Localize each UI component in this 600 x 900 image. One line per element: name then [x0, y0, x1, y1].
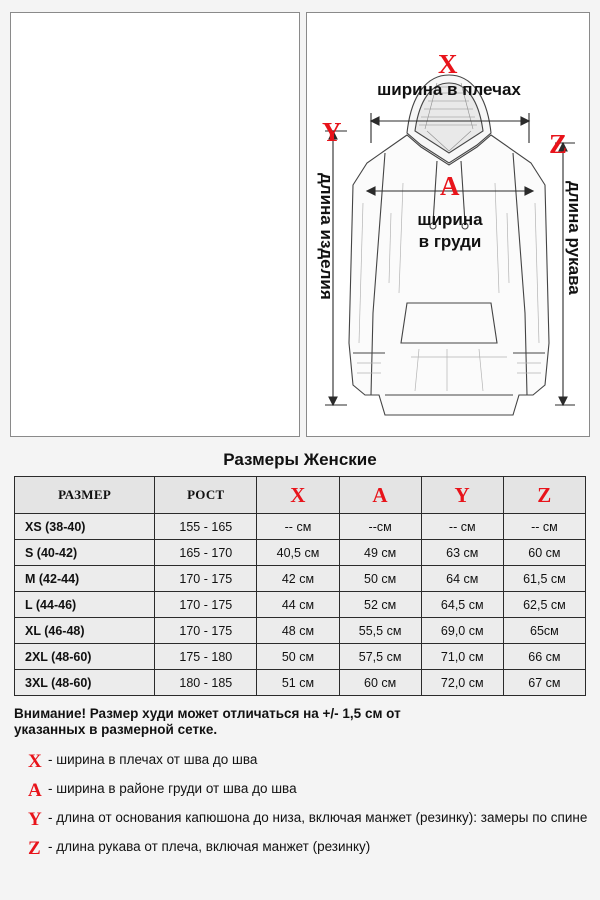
illustration-area: [10, 12, 590, 437]
size-table: [14, 476, 586, 696]
cell-height: 165 - 170: [155, 540, 257, 566]
legend-letter-z: Z: [28, 837, 41, 859]
illustration-panel-right: [306, 12, 590, 437]
cell-x: 48 см: [257, 618, 339, 644]
table-row: [15, 540, 586, 566]
caption-sleeve-length: длина рукава: [565, 181, 584, 295]
cell-y: 69,0 см: [421, 618, 503, 644]
cell-z: 65см: [503, 618, 585, 644]
caption-chest-width-line1: ширина: [417, 210, 483, 229]
legend-letter-x: X: [28, 751, 42, 772]
cell-y: 64,5 см: [421, 592, 503, 618]
table-row: [15, 592, 586, 618]
cell-x: 44 см: [257, 592, 339, 618]
cell-x: 42 см: [257, 566, 339, 592]
cell-x: 40,5 см: [257, 540, 339, 566]
table-header-height: РОСТ: [155, 477, 257, 514]
cell-height: 170 - 175: [155, 566, 257, 592]
caption-product-length: длина изделия: [317, 173, 336, 300]
label-x: X: [438, 49, 458, 79]
table-row: [15, 644, 586, 670]
cell-a: 52 см: [339, 592, 421, 618]
warning-line-2: указанных в размерной сетке.: [14, 722, 218, 738]
cell-a: 55,5 см: [339, 618, 421, 644]
table-header-size: РАЗМЕР: [15, 477, 155, 514]
legend-text-z: - длина рукава от плеча, включая манжет (резинку): [48, 838, 371, 854]
cell-z: 67 см: [503, 670, 585, 696]
table-header-a: A: [339, 477, 421, 514]
cell-y: 64 см: [421, 566, 503, 592]
cell-z: -- см: [503, 514, 585, 540]
cell-size: M (42-44): [15, 566, 155, 592]
label-y: Y: [322, 117, 342, 147]
size-table-wrap: [14, 476, 586, 696]
legend-letter-y: Y: [28, 808, 42, 830]
cell-size: XS (38-40): [15, 514, 155, 540]
cell-height: 170 - 175: [155, 618, 257, 644]
cell-y: 71,0 см: [421, 644, 503, 670]
label-z: Z: [549, 129, 568, 159]
cell-height: 155 - 165: [155, 514, 257, 540]
cell-y: 72,0 см: [421, 670, 503, 696]
label-a: A: [440, 171, 460, 201]
cell-size: 3XL (48-60): [15, 670, 155, 696]
legend: [28, 752, 588, 868]
table-row: [15, 566, 586, 592]
cell-x: 50 см: [257, 644, 339, 670]
table-header-row: [15, 477, 586, 514]
legend-letter-a: A: [28, 779, 42, 801]
legend-text-a: - ширина в районе груди от шва до шва: [48, 780, 297, 796]
legend-text-x: - ширина в плечах от шва до шва: [48, 752, 258, 767]
cell-z: 62,5 см: [503, 592, 585, 618]
cell-x: 51 см: [257, 670, 339, 696]
legend-item-z: [28, 839, 588, 859]
illustration-panel-left: [10, 12, 300, 437]
warning-note: [14, 706, 586, 739]
table-header-y: Y: [421, 477, 503, 514]
cell-size: 2XL (48-60): [15, 644, 155, 670]
cell-a: 57,5 см: [339, 644, 421, 670]
cell-a: --см: [339, 514, 421, 540]
cell-z: 61,5 см: [503, 566, 585, 592]
legend-item-a: [28, 781, 588, 801]
cell-x: -- см: [257, 514, 339, 540]
cell-a: 60 см: [339, 670, 421, 696]
table-header-x: X: [257, 477, 339, 514]
table-row: [15, 514, 586, 540]
cell-y: -- см: [421, 514, 503, 540]
caption-chest-width-line2: в груди: [418, 232, 482, 251]
cell-a: 50 см: [339, 566, 421, 592]
page-title: Размеры Женские: [223, 450, 377, 469]
table-row: [15, 670, 586, 696]
cell-size: S (40-42): [15, 540, 155, 566]
caption-shoulder-width: ширина в плечах: [377, 80, 521, 99]
cell-z: 66 см: [503, 644, 585, 670]
cell-size: L (44-46): [15, 592, 155, 618]
legend-item-y: [28, 810, 588, 830]
warning-line-1: Внимание! Размер худи может отличаться на +/- 1,5 см от: [14, 706, 401, 721]
legend-item-x: [28, 752, 588, 772]
cell-height: 180 - 185: [155, 670, 257, 696]
cell-z: 60 см: [503, 540, 585, 566]
cell-y: 63 см: [421, 540, 503, 566]
legend-text-y: - длина от основания капюшона до низа, включая манжет (резинку): замеры по спине: [48, 809, 588, 825]
cell-height: 170 - 175: [155, 592, 257, 618]
cell-size: XL (46-48): [15, 618, 155, 644]
table-row: [15, 618, 586, 644]
cell-a: 49 см: [339, 540, 421, 566]
cell-height: 175 - 180: [155, 644, 257, 670]
table-header-z: Z: [503, 477, 585, 514]
